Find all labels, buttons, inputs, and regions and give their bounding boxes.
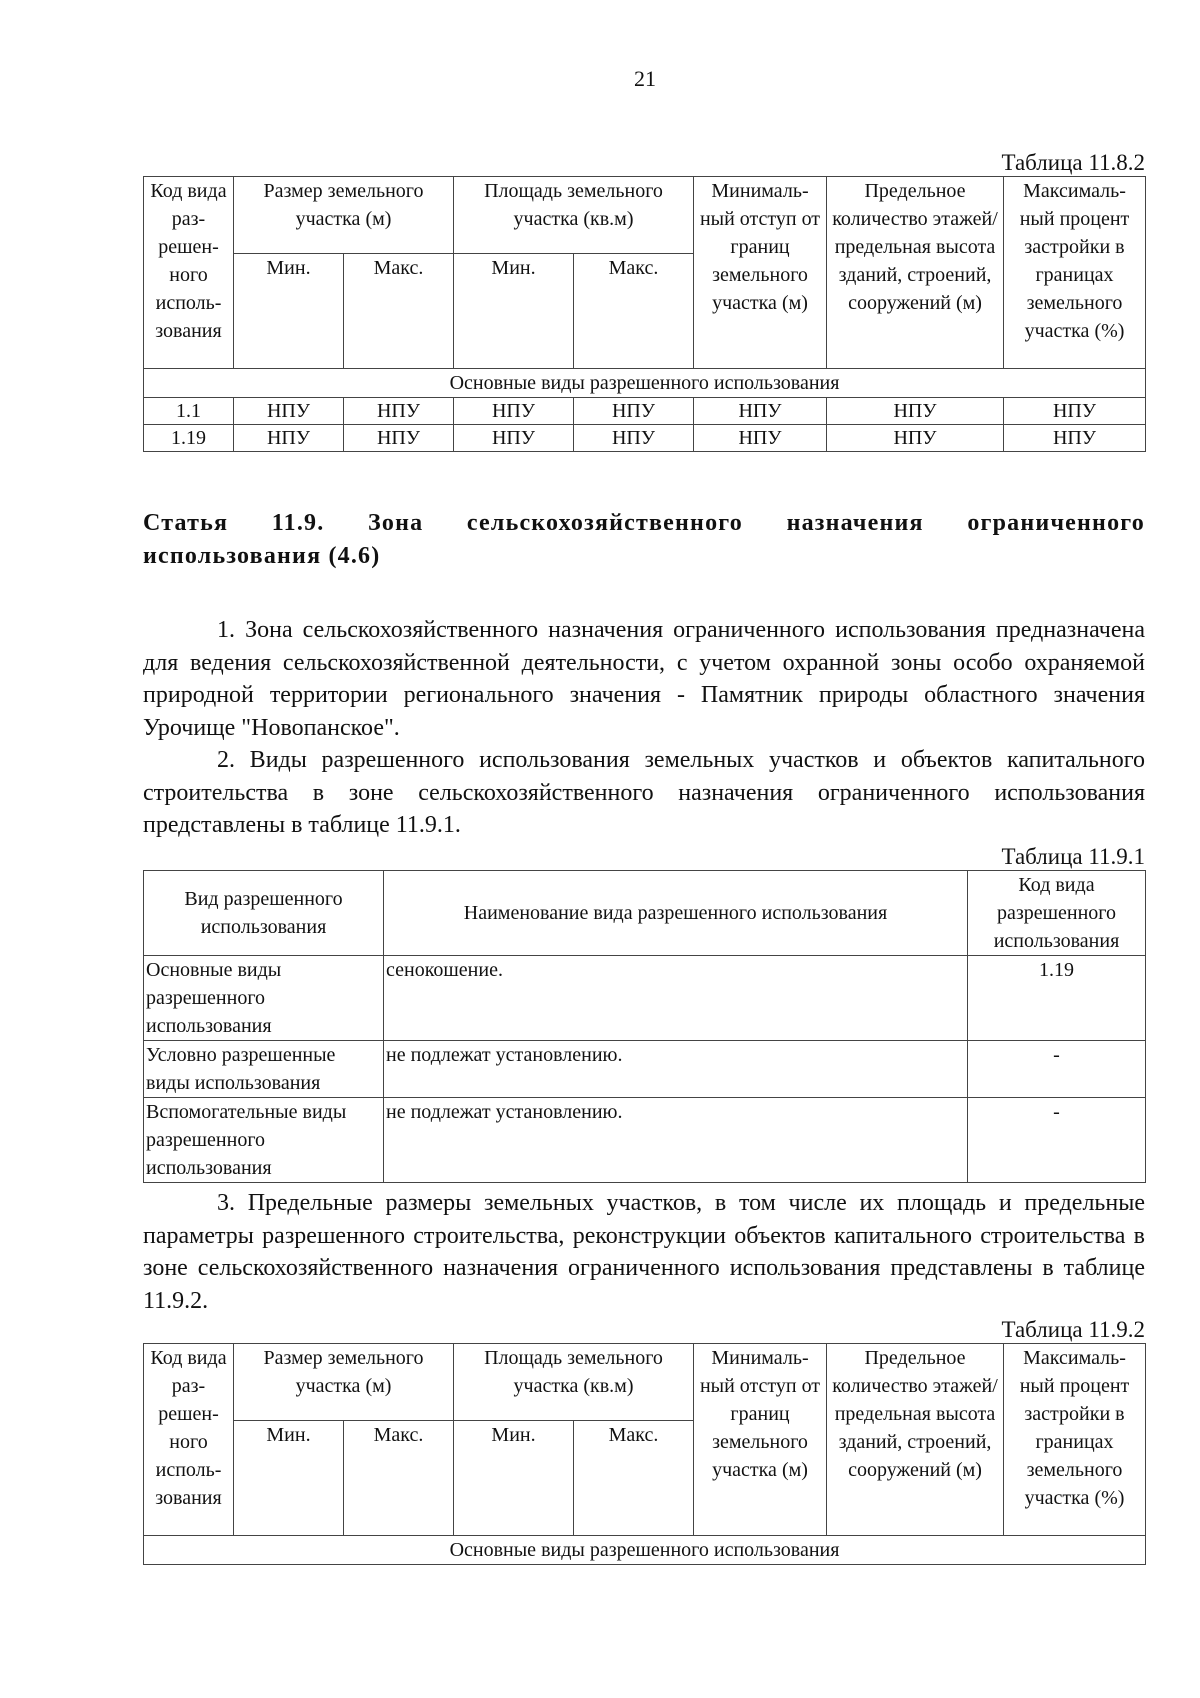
row-cell: НПУ bbox=[234, 398, 344, 425]
row-name: не подлежат установлению. bbox=[384, 1098, 968, 1183]
header-area-min: Мин. bbox=[454, 254, 574, 369]
article-body bbox=[143, 614, 1145, 842]
main-types-row: Основные виды разрешенного использования bbox=[144, 1536, 1146, 1565]
row-cell: НПУ bbox=[1004, 425, 1146, 452]
table-11-8-2-block bbox=[143, 150, 1145, 452]
table-11-9-2-block bbox=[143, 1317, 1145, 1565]
row-code: 1.19 bbox=[144, 425, 234, 452]
header-coverage: Максималь-ный процент застройки в границах земельного участка (%) bbox=[1004, 177, 1146, 369]
row-code: 1.19 bbox=[968, 956, 1146, 1041]
table-caption: Таблица 11.9.2 bbox=[1001, 1317, 1145, 1342]
page-number: 21 bbox=[634, 66, 656, 91]
table-row bbox=[144, 1041, 1146, 1098]
header-setback: Минималь-ный отступ от границ земельного участка (м) bbox=[694, 1344, 827, 1536]
row-name: не подлежат установлению. bbox=[384, 1041, 968, 1098]
header-area: Площадь земельного участка (кв.м) bbox=[454, 177, 694, 254]
row-name: сенокошение. bbox=[384, 956, 968, 1041]
header-code: Код вида раз-решен-ного исполь-зования bbox=[144, 177, 234, 369]
row-cell: НПУ bbox=[574, 425, 694, 452]
table-row bbox=[144, 398, 1146, 425]
header-code: Код вида разрешенного использования bbox=[968, 871, 1146, 956]
header-type: Вид разрешенного использования bbox=[144, 871, 384, 956]
row-cell: НПУ bbox=[827, 425, 1004, 452]
header-size-max: Макс. bbox=[344, 254, 454, 369]
params-table-11-9-2 bbox=[143, 1343, 1146, 1565]
header-area-max: Макс. bbox=[574, 1421, 694, 1536]
row-code: 1.1 bbox=[144, 398, 234, 425]
main-types-row: Основные виды разрешенного использования bbox=[144, 369, 1146, 398]
table-caption: Таблица 11.9.1 bbox=[1001, 844, 1145, 869]
row-cell: НПУ bbox=[344, 425, 454, 452]
table-11-9-1-block bbox=[143, 844, 1145, 1183]
row-type: Основные виды разрешенного использования bbox=[144, 956, 384, 1041]
header-floors: Предельное количество этажей/ предельная высота зданий, строений, сооружений (м) bbox=[827, 177, 1004, 369]
header-area-min: Мин. bbox=[454, 1421, 574, 1536]
header-setback: Минималь-ный отступ от границ земельного участка (м) bbox=[694, 177, 827, 369]
row-cell: НПУ bbox=[574, 398, 694, 425]
row-cell: НПУ bbox=[454, 425, 574, 452]
header-code: Код вида раз-решен-ного исполь-зования bbox=[144, 1344, 234, 1536]
table-row bbox=[144, 1098, 1146, 1183]
paragraph-3: 3. Предельные размеры земельных участков, в том числе их площадь и предельные параметры разрешенного строительства, реконструкции объектов капитального строительства в зоне сельскохозяйственного назначения ограниченного использования представлены в таблице 11.9.2. bbox=[143, 1190, 1145, 1314]
row-cell: НПУ bbox=[1004, 398, 1146, 425]
header-area-max: Макс. bbox=[574, 254, 694, 369]
header-area: Площадь земельного участка (кв.м) bbox=[454, 1344, 694, 1421]
table-row bbox=[144, 956, 1146, 1041]
table-caption: Таблица 11.8.2 bbox=[1001, 150, 1145, 175]
row-cell: НПУ bbox=[827, 398, 1004, 425]
header-size: Размер земельного участка (м) bbox=[234, 1344, 454, 1421]
header-size-min: Мин. bbox=[234, 1421, 344, 1536]
row-code: - bbox=[968, 1041, 1146, 1098]
header-size-max: Макс. bbox=[344, 1421, 454, 1536]
row-cell: НПУ bbox=[454, 398, 574, 425]
header-floors: Предельное количество этажей/ предельная высота зданий, строений, сооружений (м) bbox=[827, 1344, 1004, 1536]
row-cell: НПУ bbox=[694, 425, 827, 452]
paragraph-2: 2. Виды разрешенного использования земельных участков и объектов капитального строительства в зоне сельскохозяйственного назначения ограниченного использования представлены в таблице 11.9.1. bbox=[143, 747, 1145, 838]
article-body-2 bbox=[143, 1187, 1145, 1317]
row-code: - bbox=[968, 1098, 1146, 1183]
header-coverage: Максималь-ный процент застройки в границах земельного участка (%) bbox=[1004, 1344, 1146, 1536]
row-cell: НПУ bbox=[344, 398, 454, 425]
row-type: Вспомогательные виды разрешенного использования bbox=[144, 1098, 384, 1183]
header-size: Размер земельного участка (м) bbox=[234, 177, 454, 254]
table-row bbox=[144, 425, 1146, 452]
paragraph-1: 1. Зона сельскохозяйственного назначения ограниченного использования предназначена для ведения сельскохозяйственной деятельности, с учетом охранной зоны особо охраняемой природной территории регионального значения - Памятник природы областного значения Урочище "Новопанское". bbox=[143, 617, 1145, 741]
article-heading: Статья 11.9. Зона сельскохозяйственного назначения ограниченного использования (4.6) bbox=[143, 510, 1145, 569]
row-cell: НПУ bbox=[694, 398, 827, 425]
header-size-min: Мин. bbox=[234, 254, 344, 369]
types-table-11-9-1 bbox=[143, 870, 1146, 1183]
row-cell: НПУ bbox=[234, 425, 344, 452]
params-table-11-8-2 bbox=[143, 176, 1146, 452]
row-type: Условно разрешенные виды использования bbox=[144, 1041, 384, 1098]
header-name: Наименование вида разрешенного использования bbox=[384, 871, 968, 956]
